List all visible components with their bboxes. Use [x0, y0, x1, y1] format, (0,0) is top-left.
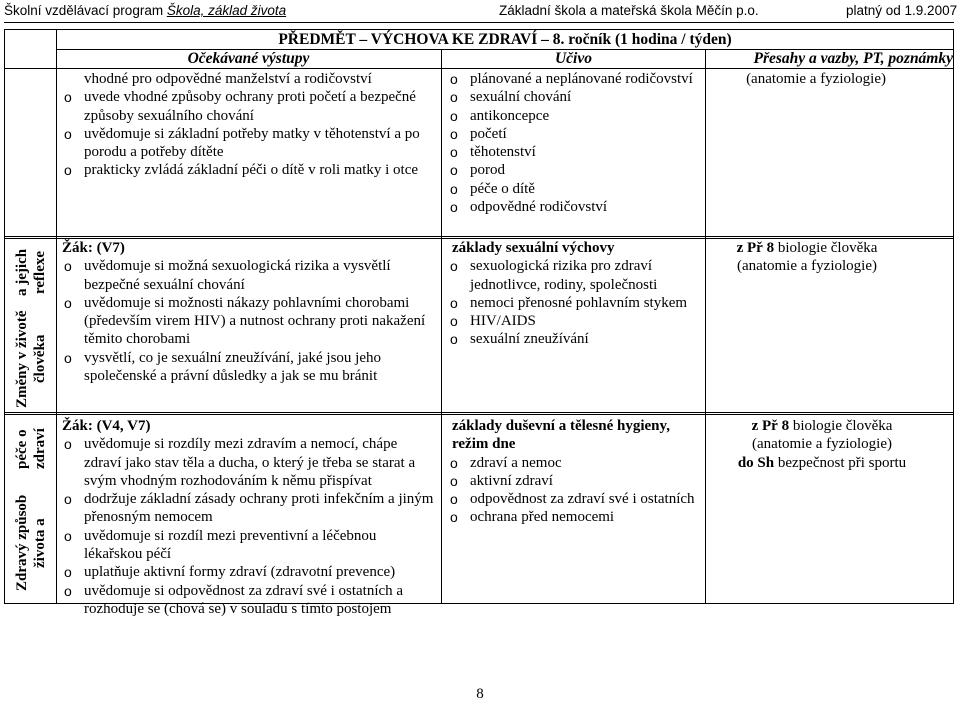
list-item: o porod: [448, 161, 700, 179]
column-header-outcomes: Očekávané výstupy: [187, 50, 310, 67]
list-item: o sexuální chování: [448, 88, 700, 106]
row3-outcomes: [62, 417, 434, 618]
list-item: o uvědomuje si rozdíl mezi preventivní a léčebnou lékařskou péčí: [62, 527, 434, 564]
list-item: o nemoci přenosné pohlavním stykem: [448, 294, 704, 312]
list-item: o uvědomuje si možnosti nákazy pohlavními chorobami (především virem HIV) a nutnost ochrany proti nakažení těmito chorobami: [62, 294, 434, 349]
row3-curriculum-title: základy duševní a tělesné hygieny, režim dne: [452, 418, 670, 453]
list-item: o plánované a neplánované rodičovství: [448, 70, 700, 88]
table-title: PŘEDMĚT – VÝCHOVA KE ZDRAVÍ – 8. ročník (1 hodina / týden): [278, 31, 732, 48]
row3-student-label: Žák: (V4, V7): [62, 418, 151, 434]
column-header-links: Přesahy a vazby, PT, poznámky: [753, 50, 953, 67]
row1-outcomes: [62, 70, 434, 180]
row2-curriculum: [452, 239, 704, 349]
row2-curriculum-title: základy sexuální výchovy: [452, 240, 615, 256]
row1-curriculum: [448, 70, 700, 216]
page-number: 8: [476, 686, 484, 702]
list-item: o uvede vhodné způsoby ochrany proti početí a bezpečné způsoby sexuálního chování: [62, 88, 434, 125]
list-item: o sexuální zneužívání: [448, 330, 704, 348]
list-item: o sexuologická rizika pro zdraví jednotlivce, rodiny, společnosti: [448, 257, 704, 294]
list-item: o prakticky zvládá základní péči o dítě v roli matky i otce: [62, 161, 434, 179]
list-item: o vysvětlí, co je sexuální zneužívání, jaké jsou jeho společenské a právní důsledky a jak se mu bránit: [62, 349, 434, 386]
page-header: [0, 0, 960, 22]
row2-outcomes: [62, 239, 434, 385]
section-label-changes-in-life: Změny v životě člověka a jejich reflexe: [14, 248, 48, 408]
row2-student-label: Žák: (V7): [62, 240, 125, 256]
row2-links: z Př 8 biologie člověka (anatomie a fyziologie): [736, 240, 878, 275]
list-item: o uplatňuje aktivní formy zdraví (zdravotní prevence): [62, 563, 434, 581]
row1-outcome-intro: vhodné pro odpovědné manželství a rodičovství: [84, 71, 372, 87]
header-school-name: Základní škola a mateřská škola Měčín p.o.: [499, 3, 759, 18]
list-item: o dodržuje základní zásady ochrany proti infekčním a jiným přenosným nemocem: [62, 490, 434, 527]
list-item: o aktivní zdraví: [448, 472, 700, 490]
list-item: o odpovědnost za zdraví své i ostatních: [448, 490, 700, 508]
header-validity: platný od 1.9.2007: [846, 3, 958, 18]
list-item: o těhotenství: [448, 143, 700, 161]
list-item: o péče o dítě: [448, 180, 700, 198]
section-label-healthy-lifestyle: Zdravý způsob života a péče o zdraví: [14, 428, 48, 591]
list-item: o ochrana před nemocemi: [448, 508, 700, 526]
list-item: o uvědomuje si rozdíly mezi zdravím a nemocí, chápe zdraví jako stav těla a ducha, o který je třeba se starat a svým vhodným rozhodováním k němu přispívat: [62, 435, 434, 490]
list-item: o uvědomuje si možná sexuologická rizika a vysvětlí bezpečné sexuální chování: [62, 257, 434, 294]
list-item: o uvědomuje si základní potřeby matky v těhotenství a po porodu a potřeby dítěte: [62, 125, 434, 162]
list-item: o zdraví a nemoc: [448, 454, 700, 472]
row3-curriculum: [452, 417, 700, 527]
row3-links: z Př 8 biologie člověka (anatomie a fyziologie) do Sh bezpečnost při sportu: [737, 418, 907, 471]
header-divider: [4, 22, 954, 23]
column-header-curriculum: Učivo: [554, 50, 592, 67]
list-item: o odpovědné rodičovství: [448, 198, 700, 216]
list-item: o antikoncepce: [448, 107, 700, 125]
list-item: o uvědomuje si odpovědnost za zdraví své i ostatních a rozhoduje se (chová se) v souladu s tímto postojem: [62, 582, 434, 619]
list-item: o početí: [448, 125, 700, 143]
list-item: o HIV/AIDS: [448, 312, 704, 330]
row1-links: (anatomie a fyziologie): [746, 71, 886, 87]
header-school-program: Školní vzdělávací program Škola, základ života: [4, 3, 287, 18]
